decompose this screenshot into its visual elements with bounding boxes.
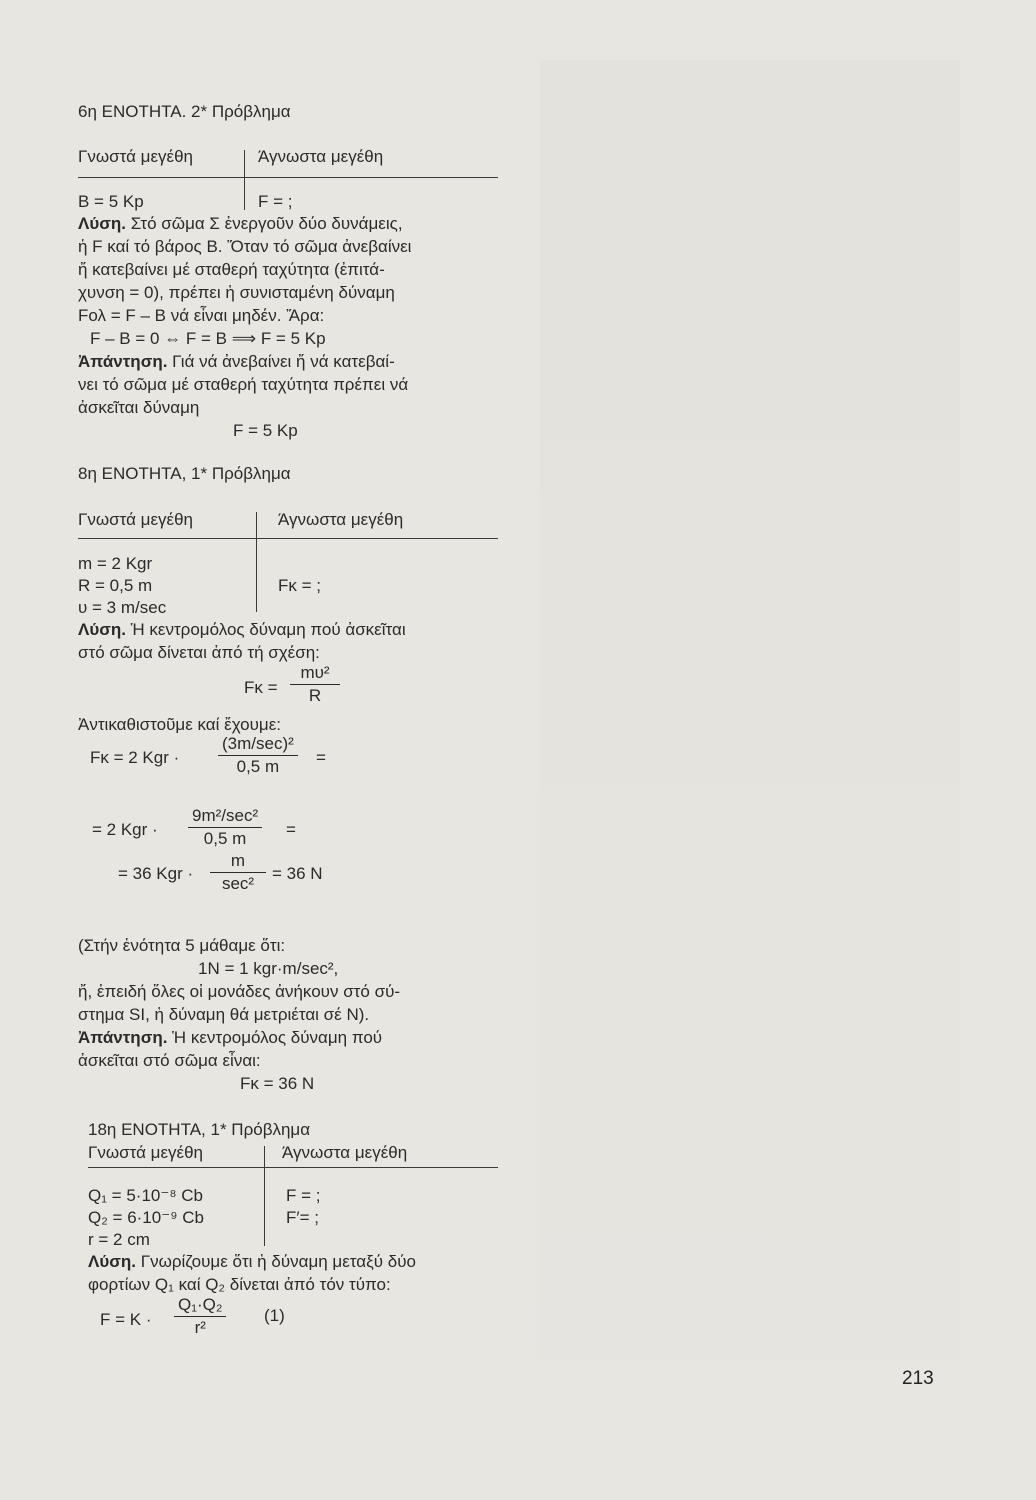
section18-formula-lhs: F = K · — [100, 1310, 152, 1329]
section8-formula-num: mυ² — [290, 662, 340, 685]
section6-line-4: Fολ = F – B νά εἶναι μηδέν. Ἄρα: — [78, 306, 325, 325]
section8-step1-fraction — [218, 733, 298, 778]
section18-formula-num: Q₁·Q₂ — [174, 1294, 226, 1317]
section18-formula-tag: (1) — [264, 1306, 285, 1325]
section18-unknown-0: F = ; — [286, 1186, 321, 1205]
section6-unknown-header: Άγνωστα μεγέθη — [258, 147, 384, 166]
section18-table-divider — [264, 1146, 265, 1246]
section8-step3-eq: = 36 N — [272, 864, 323, 883]
section8-known-header: Γνωστά μεγέθη — [78, 510, 194, 529]
section8-table-divider — [256, 512, 257, 612]
section8-unknown-header: Άγνωστα μεγέθη — [278, 510, 404, 529]
section8-table-rule — [78, 538, 498, 539]
section18-known-header: Γνωστά μεγέθη — [88, 1143, 204, 1162]
section8-known-0: m = 2 Kgr — [78, 554, 153, 573]
section8-answer-0: Ἡ κεντρομόλος δύναμη πού — [172, 1028, 383, 1047]
section18-solution-1: φορτίων Q₁ καί Q₂ δίνεται ἀπό τόν τύπο: — [88, 1275, 391, 1294]
section8-formula-lhs: Fκ = — [244, 678, 278, 697]
section8-known-1: R = 0,5 m — [78, 576, 153, 595]
bleed-through-column — [540, 60, 960, 1360]
section18-unknown-header: Άγνωστα μεγέθη — [282, 1143, 408, 1162]
section6-answer-label: Ἀπάντηση. — [78, 352, 168, 371]
section18-known-1: Q₂ = 6·10⁻⁹ Cb — [88, 1208, 204, 1227]
section6-heading: 6η ΕΝΟΤΗΤΑ. 2* Πρόβλημα — [78, 102, 291, 121]
section6-line-3: χυνση = 0), πρέπει ἡ συνισταμένη δύναμη — [78, 283, 395, 302]
section18-table-rule — [88, 1167, 498, 1168]
section8-step1-lhs: Fκ = 2 Kgr · — [90, 748, 180, 767]
section8-note-1: 1N = 1 kgr·m/sec², — [198, 959, 339, 978]
section8-note-0: (Στήν ἑνότητα 5 μάθαμε ὅτι: — [78, 936, 286, 955]
section18-heading: 18η ΕΝΟΤΗΤΑ, 1* Πρόβλημα — [88, 1120, 311, 1139]
section8-step1-den: 0,5 m — [236, 757, 280, 776]
section6-answer-0: Γιά νά ἀνεβαίνει ἤ νά κατεβαί- — [172, 352, 395, 371]
section18-solution-label: Λύση. — [88, 1252, 136, 1271]
section8-step1-num: (3m/sec)² — [218, 733, 298, 756]
section8-formula-den: R — [308, 686, 322, 705]
section6-known-0: B = 5 Kp — [78, 192, 144, 211]
section6-line-1: ἡ F καί τό βάρος B. Ὅταν τό σῶμα ἀνεβαίνει — [78, 237, 412, 256]
section6-line-0: Στό σῶμα Σ ἐνεργοῦν δύο δυνάμεις, — [130, 214, 403, 233]
section6-unknown-0: F = ; — [258, 192, 293, 211]
section8-answer-2: Fκ = 36 N — [240, 1074, 315, 1093]
section8-step2-lhs: = 2 Kgr · — [92, 820, 158, 839]
section8-step2-fraction — [188, 805, 262, 850]
section8-substitute: Ἀντικαθιστοῦμε καί ἔχουμε: — [78, 715, 282, 734]
section8-answer-label: Ἀπάντηση. — [78, 1028, 168, 1047]
section8-step2-num: 9m²/sec² — [188, 805, 262, 828]
section18-known-0: Q₁ = 5·10⁻⁸ Cb — [88, 1186, 203, 1205]
section8-unknown-0: Fκ = ; — [278, 576, 321, 595]
section8-formula-fraction — [290, 662, 340, 707]
section6-known-header: Γνωστά μεγέθη — [78, 147, 194, 166]
section8-note-2: ἤ, ἐπειδή ὅλες οἱ μονάδες ἀνήκουν στό σύ- — [78, 982, 401, 1001]
section8-solution-label: Λύση. — [78, 620, 126, 639]
section6-answer-3: F = 5 Kp — [233, 421, 298, 440]
section18-formula-fraction — [174, 1294, 226, 1339]
section8-step3-fraction — [210, 850, 266, 895]
section18-known-2: r = 2 cm — [88, 1230, 150, 1249]
section6-line-2: ἤ κατεβαίνει μέ σταθερή ταχύτητα (ἐπιτά- — [78, 260, 385, 279]
section6-table-divider — [244, 150, 245, 210]
section6-answer-2: ἀσκεῖται δύναμη — [78, 398, 200, 417]
section8-step3-den: sec² — [221, 874, 255, 893]
section18-unknown-1: F′= ; — [286, 1208, 319, 1227]
section8-answer-1: ἀσκεῖται στό σῶμα εἶναι: — [78, 1051, 261, 1070]
section8-solution-0: Ἡ κεντρομόλος δύναμη πού ἀσκεῖται — [130, 620, 406, 639]
section6-solution-label: Λύση. — [78, 214, 126, 233]
section6-table-rule — [78, 177, 498, 178]
section8-step2-eq: = — [286, 820, 296, 839]
section8-known-2: υ = 3 m/sec — [78, 598, 167, 617]
section18-solution-0: Γνωρίζουμε ὅτι ἡ δύναμη μεταξύ δύο — [140, 1252, 416, 1271]
section6-answer-1: νει τό σῶμα μέ σταθερή ταχύτητα πρέπει νά — [78, 375, 409, 394]
section6-line-5: F – B = 0 ⇔ F = B ⟹ F = 5 Kp — [90, 329, 326, 348]
page-number: 213 — [902, 1368, 934, 1389]
section8-step1-eq: = — [316, 748, 326, 767]
section8-step2-den: 0,5 m — [203, 829, 247, 848]
section8-step3-lhs: = 36 Kgr · — [118, 864, 194, 883]
section8-heading: 8η ΕΝΟΤΗΤΑ, 1* Πρόβλημα — [78, 464, 291, 483]
section8-step3-num: m — [210, 850, 266, 873]
section8-note-3: στημα SI, ἡ δύναμη θά μετριέται σέ N). — [78, 1005, 370, 1024]
section8-solution-1: στό σῶμα δίνεται ἀπό τή σχέση: — [78, 643, 320, 662]
section18-formula-den: r² — [194, 1318, 206, 1337]
